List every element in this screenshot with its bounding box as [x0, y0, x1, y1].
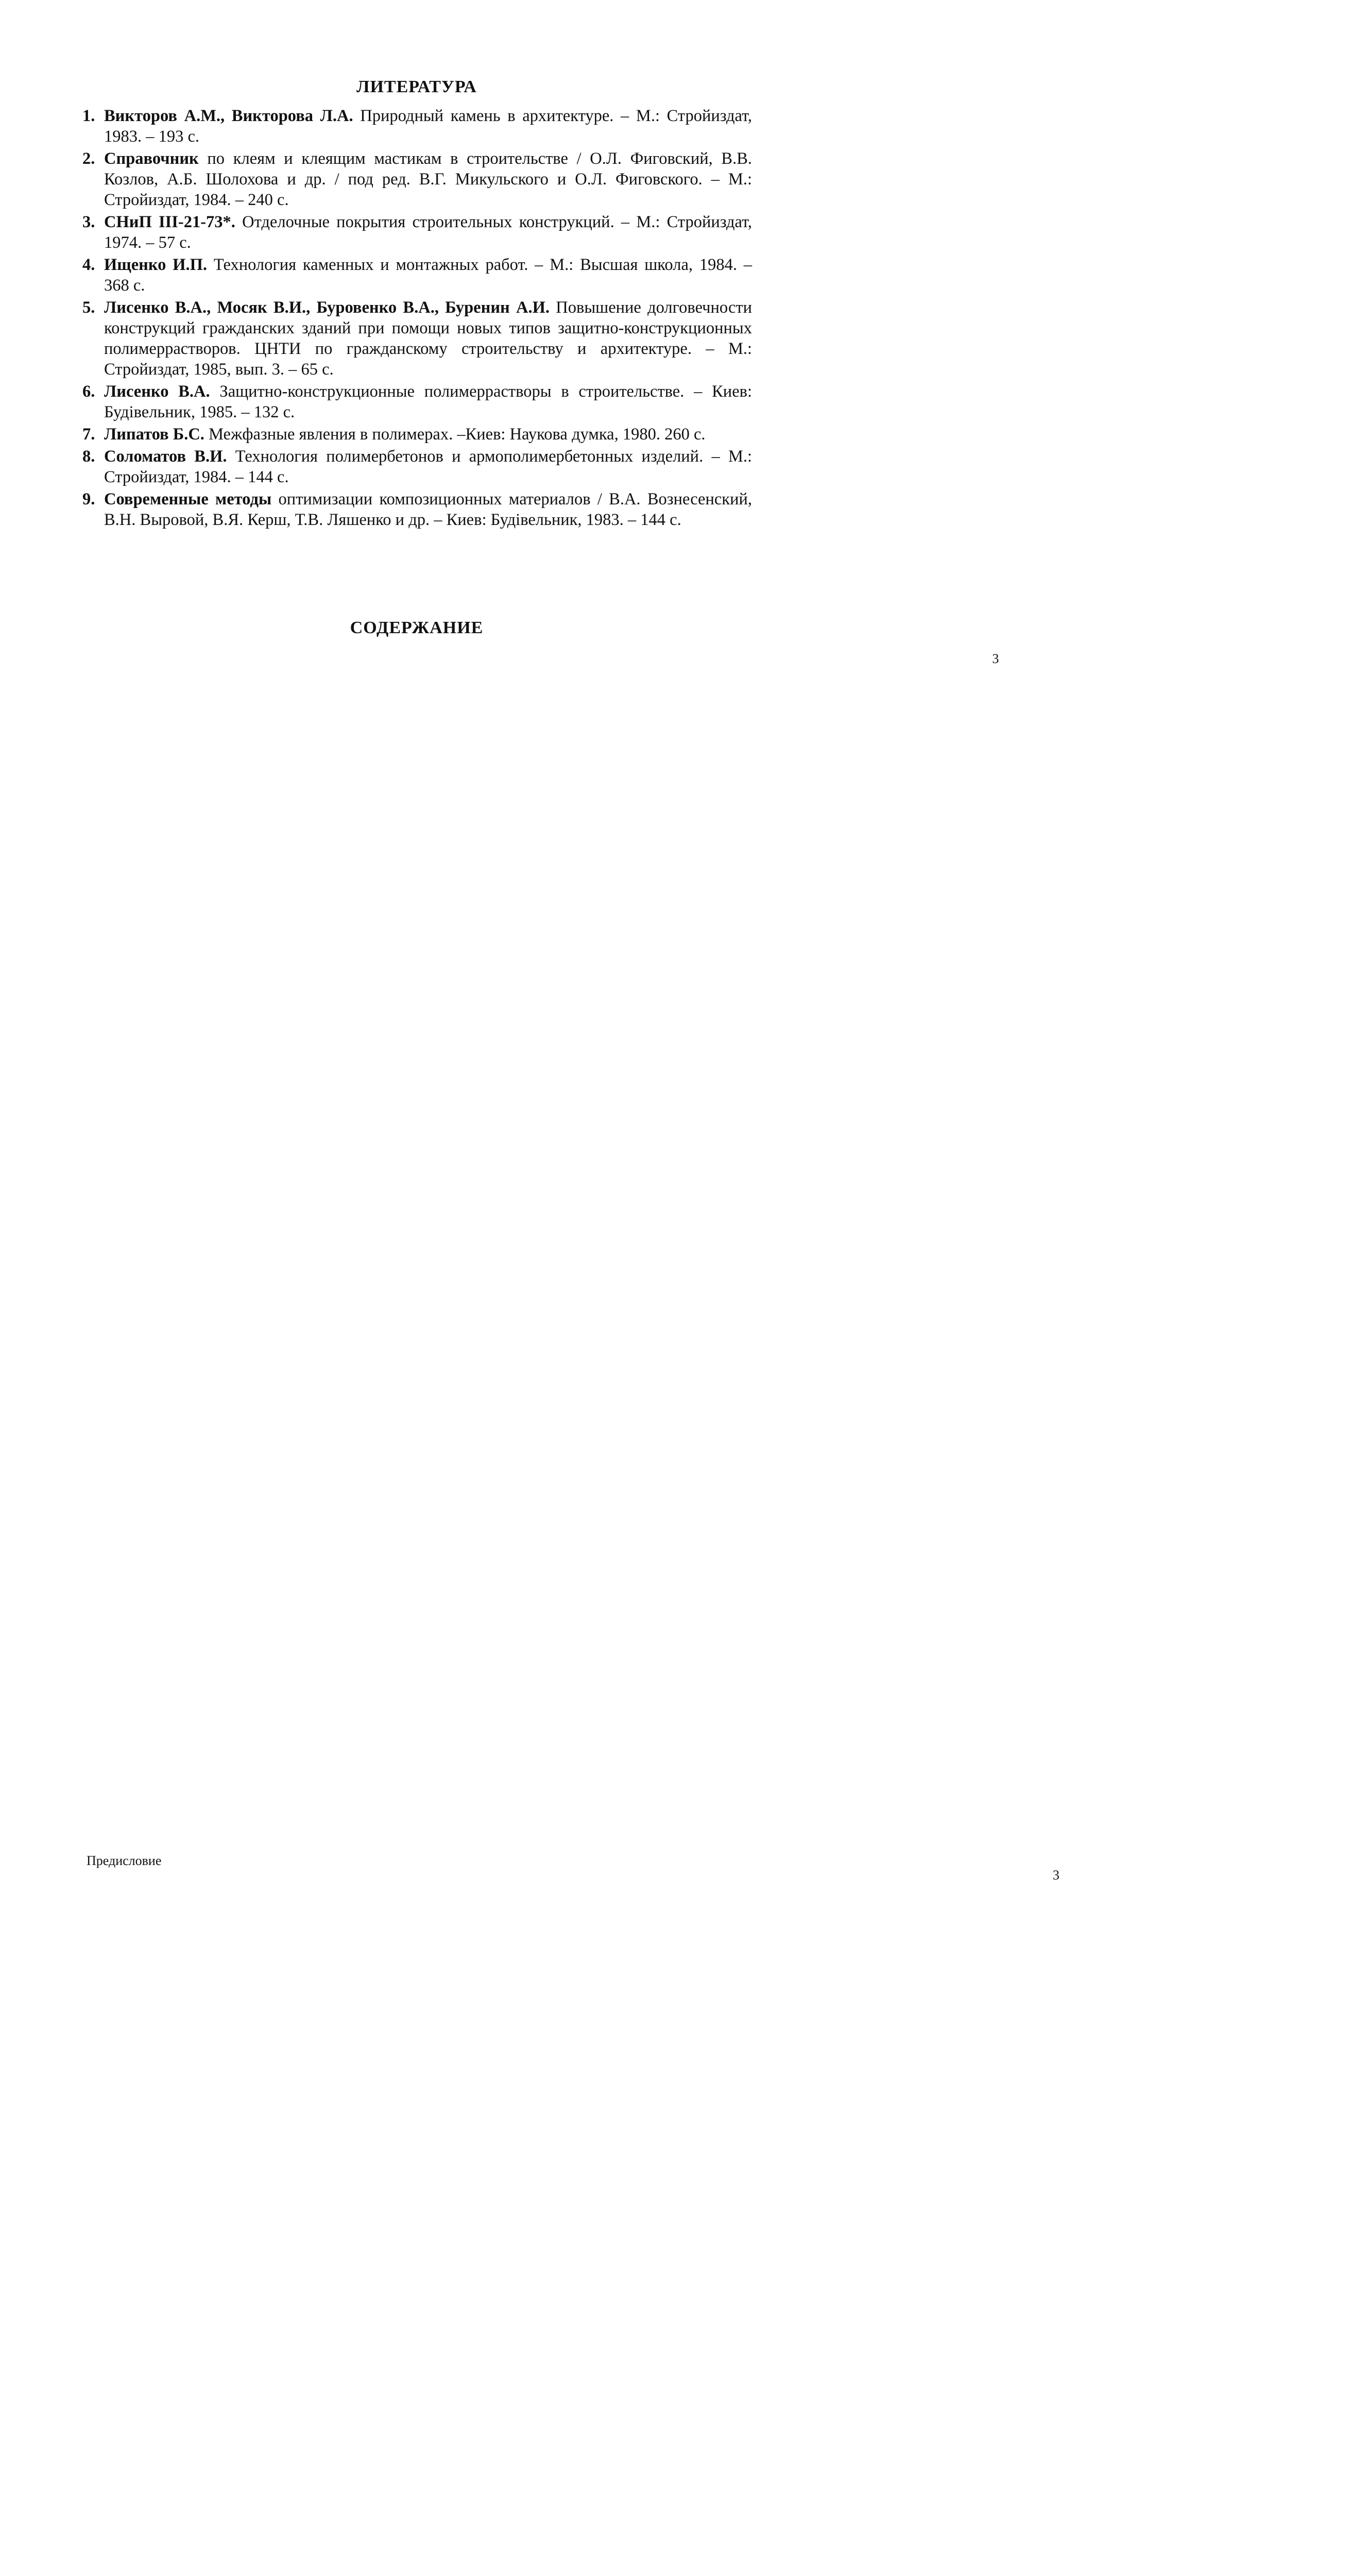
literature-item: [82, 148, 752, 210]
literature-list: [82, 106, 752, 532]
literature-item-author: Ищенко И.П.: [104, 256, 208, 274]
literature-item: [82, 381, 752, 422]
literature-item-text: оптимизации композиционных материалов / В.А. Вознесенский, В.Н. Выровой, В.Я. Керш, Т.В. Ляшенко и др. – Киев: Будiвельник, 1983. – 144 с.: [104, 490, 752, 529]
literature-item-author: Современные методы: [104, 490, 272, 509]
literature-item-text: Технология полимербетонов и армополимербетонных изделий. – М.: Стройиздат, 1984. – 144 с.: [104, 447, 753, 486]
literature-item-number: 6.: [82, 382, 95, 401]
contents-row: [87, 1868, 1059, 2576]
literature-title: ЛИТЕРАТУРА: [356, 77, 477, 96]
literature-item-text: по клеям и клеящим мастикам в строительстве / О.Л. Фиговский, В.В. Козлов, А.Б. Шолохова и др. / под ред. В.Г. Микульского и О.Л. Фиговского. – М.: Стройиздат, 1984. – 240 с.: [104, 149, 752, 209]
literature-item-text: Защитно-конструкционные полимеррастворы в строительстве. – Киев: Будiвельник, 1985. – 132 с.: [104, 382, 753, 421]
literature-item-number: 7.: [82, 425, 95, 444]
literature-item: [82, 255, 752, 296]
literature-item-author: Лисенко В.А., Мосяк В.И., Буровенко В.А., Буренин А.И.: [104, 298, 550, 317]
literature-item-text: Отделочные покрытия строительных конструкций. – М.: Стройиздат, 1974. – 57 с.: [104, 213, 753, 252]
literature-item-number: 5.: [82, 298, 95, 317]
literature-item-author: Викторов А.М., Викторова Л.А.: [104, 107, 353, 125]
contents-row-page: 3: [992, 651, 999, 666]
literature-item: [82, 106, 752, 147]
literature-item-number: 9.: [82, 490, 95, 509]
literature-item-author: Соломатов В.И.: [104, 447, 227, 466]
literature-item: [82, 489, 752, 530]
literature-item-text: Межфазные явления в полимерах. –Киев: Наукова думка, 1980. 260 с.: [204, 425, 706, 444]
literature-item-number: 2.: [82, 149, 95, 168]
literature-item-number: 8.: [82, 447, 95, 466]
contents-list: [87, 651, 1059, 2576]
literature-item-author: Справочник: [104, 149, 199, 168]
literature-item-author: Липатов Б.С.: [104, 425, 204, 444]
literature-item-author: Лисенко В.А.: [104, 382, 210, 401]
literature-item: [82, 212, 752, 253]
contents-row: [87, 651, 999, 1869]
literature-item: [82, 424, 752, 445]
literature-item-text: Повышение долговечности конструкций гражданских зданий при помощи новых типов защитно-конструкционных полимеррастворов. ЦНТИ по гражданскому строительству и архитектуре. – М.: Стройиздат, 1985, вып. 3. – 65 с.: [104, 298, 753, 379]
literature-item: [82, 297, 752, 380]
contents-title: СОДЕРЖАНИЕ: [350, 618, 484, 637]
contents-row-page: 3: [1052, 1868, 1059, 1883]
literature-item: [82, 446, 752, 487]
literature-item-text: Технология каменных и монтажных работ. – М.: Высшая школа, 1984. – 368 с.: [104, 256, 753, 295]
literature-item-author: СНиП III-21-73*.: [104, 213, 235, 231]
contents-row-title: Предисловие: [87, 1853, 162, 1869]
literature-item-text: Природный камень в архитектуре. – М.: Стройиздат, 1983. – 193 с.: [104, 107, 752, 146]
literature-item-number: 1.: [82, 107, 95, 125]
literature-item-number: 3.: [82, 213, 95, 231]
literature-item-number: 4.: [82, 256, 95, 274]
